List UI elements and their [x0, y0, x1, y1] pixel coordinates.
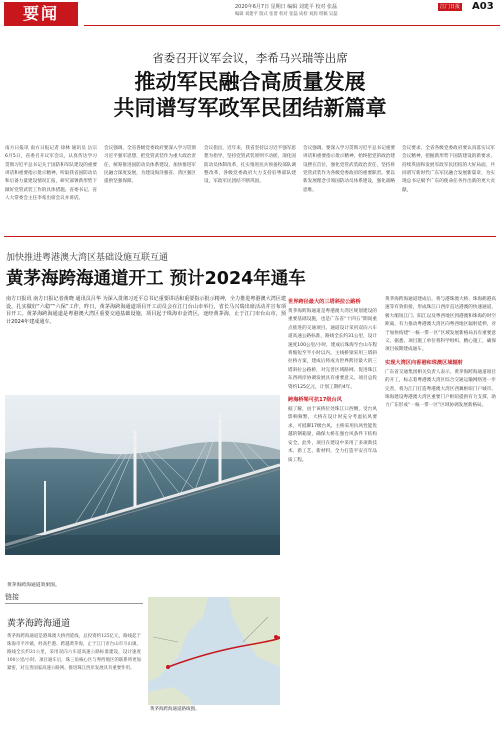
feature-paragraph-2: 据了解，由于该桥位处珠江口西侧，受台风影响频繁，大桥在设计时充分考虑抗风要求，可抵御17级台风，主桥采用抗风性能优越的钢箱梁，确保大桥在强台风条件下结构安全。此外，项目在建设中采用了多项新技术、新工艺、新材料，全力打造平安百年品质工程。	[288, 407, 377, 463]
link-title: 黄茅海跨海通道	[7, 619, 71, 629]
feature-paragraph-4: 广东省交通集团相关负责人表示，黄茅海跨海通道项目的开工，标志着粤港澳大湾区综合交通运输网络进一步完善，将为江门打造粤港澳大湾区西翼枢纽门户城市、珠海建设粤港澳大湾区重要门户枢纽提供有力支撑，助力广东形成“一核一带一区”区域协调发展新格局。	[385, 369, 496, 409]
top-story-column-3: 会议指出，近年来，我省坚持以习近平强军思想为指导，坚持党管武装原则不动摇，深化国防动员体制改革，扎实推进民兵预备役部队调整改革，各级党委政府大力支持驻粤部队建设，军政军民团结不断巩固。	[204, 146, 296, 185]
top-story-column-4: 会议强调，要深入学习贯彻习近平总书记重要讲话和重要指示批示精神，始终把党的政治建设摆在首位，强化党管武装政治责任，坚持将党管武装作为各级党委政府的重要职责。要以新发展理念引领国防动员体系建设，强化战略思维。	[303, 146, 395, 193]
top-story-kicker: 省委召开议军会议，李希马兴瑞等出席	[152, 51, 348, 65]
top-story-column-2: 会议强调，全省各级党委政府要深入学习贯彻习近平强军思想，把党管武装作为重大政治责任，统筹推进国防动员体系建设，加快推进军民融合深度发展，为建设海洋强省、湾区强区提供坚强保障。	[104, 146, 196, 185]
top-story-headline-line-2: 共同谱写军政军民团结新篇章	[113, 96, 387, 120]
feature-paragraph-3: 黄茅海跨海通道建成后，将与港珠澳大桥、珠海鹤港高速等有效衔接，形成珠江口西岸直达港澳的快速通道，极大缩短江门、阳江以及粤西地区到港澳和珠海的时空距离，有力推动粤港澳大湾区向粤西地区辐射延伸，对于加快构建“一核一带一区”区域发展新格局具有重要意义。据悉，项目施工单位将科学组织、精心施工，确保项目按期建成通车。	[385, 297, 496, 353]
feature-subhead-1: 世界跨径最大的三塔斜拉公路桥	[288, 299, 361, 305]
issue-info: 2020年6月7日 星期日 编辑 刘建平 校对 张磊	[235, 4, 338, 10]
editor-line: 编辑 刘建平 版式 张蕾 校对 张磊 质检 刘润 组稿 吴磊	[235, 12, 338, 17]
link-rule	[5, 603, 143, 604]
feature-headline: 黄茅海跨海通道开工 预计2024年通车	[6, 269, 306, 289]
feature-column-2	[385, 296, 496, 411]
top-story-headline-line-1: 推动军民融合高质量发展	[134, 70, 366, 94]
feature-column-1	[288, 298, 377, 465]
page-number: A03	[472, 1, 494, 12]
route-map	[148, 597, 280, 705]
top-story-column-5: 会议要求，全省各级党委政府要认真落实议军会议精神，把握新形势下国防建设的新要求，持续巩固和发展军政军民团结的大好局面，共同谱写新时代广东军民融合发展新篇章，为实现总书记赋予广东的使命任务作出新的更大贡献。	[402, 146, 495, 193]
section-badge: 要闻	[4, 2, 78, 26]
route-map-caption: 黄茅海跨海通道路线图。	[150, 707, 200, 712]
masthead-rule	[84, 25, 500, 26]
paper-tag: 江门日报	[440, 4, 461, 10]
bridge-photo-illustration	[5, 395, 280, 555]
bridge-photo	[5, 395, 280, 555]
feature-kicker: 加快推进粤港澳大湾区基础设施互联互通	[6, 253, 169, 263]
link-body: 黄茅海跨海通道是港珠澳大桥西延线，总投资约125亿元，路线起于珠海市平沙镇，经高栏港、跨越黄茅海，止于江门市台山市斗山镇，路线全长约31公里，采用双向六车道高速公路标准建设，设计速度100公里/小时。项目通车后，珠三角核心区与粤西地区的联系将更加紧密，对完善国家高速公路网、推进珠江西岸发展具有重要作用。	[7, 634, 141, 672]
top-story-column-1: 南方日报讯 南方日报记者 徐林 通讯员 岳宗 6月5日，省委召开议军会议，认真传达学习贯彻习近平总书记关于国防和军队建设的重要讲话和重要指示批示精神，听取我省国防动员和后备力量建设情况汇报，研究部署新形势下做好党管武装工作的具体措施。省委书记、省人大常委会主任李希出席会议并讲话。	[5, 146, 97, 202]
link-label: 链接	[5, 593, 19, 601]
bridge-photo-caption: 黄茅海跨海通道效果图。	[7, 583, 60, 588]
feature-lead: 南方日报讯 南方日报记者黄晓 通讯员吕华 为深入贯彻习近平总书记重要讲话和重要指示批示精神，全力推进粤港澳大湾区建设，扎实做好“六稳”“六保”工作，昨日，黄茅海跨海通道项目开工动员会在江门台山市举行，省长马兴瑞出席活动并宣布项目开工。黄茅海跨海通道是粤港澳大湾区重要交通基础设施，项目起于珠海市金湾区，途经黄茅海，止于江门市台山市，预计2024年建成通车。	[6, 296, 286, 325]
feature-subhead-2: 跨海桥梁可抗17级台风	[288, 397, 342, 404]
route-map-illustration	[148, 597, 280, 705]
feature-subhead-3: 实现大湾区向香港和珠澳区域辐射	[385, 359, 463, 366]
feature-paragraph-1: 黄茅海跨海通道是粤港澳大湾区规划建设的重要基础设施，也是广东省“十四五”期间重点推进的交通项目。通道设计采用双向六车道高速公路标准，路线全长约31公里，设计速度100公里/小时，建成后珠海至台山车程将缩短至半小时以内。主线桥梁采用三塔斜拉桥方案，建成后将成为世界跨径最大的三塔斜拉公路桥，对完善区域路网、促进珠江东西两岸协调发展具有重要意义。项目总投资约125亿元，计划工期约4年。	[288, 309, 377, 390]
masthead	[0, 0, 500, 30]
section-divider	[4, 236, 496, 237]
